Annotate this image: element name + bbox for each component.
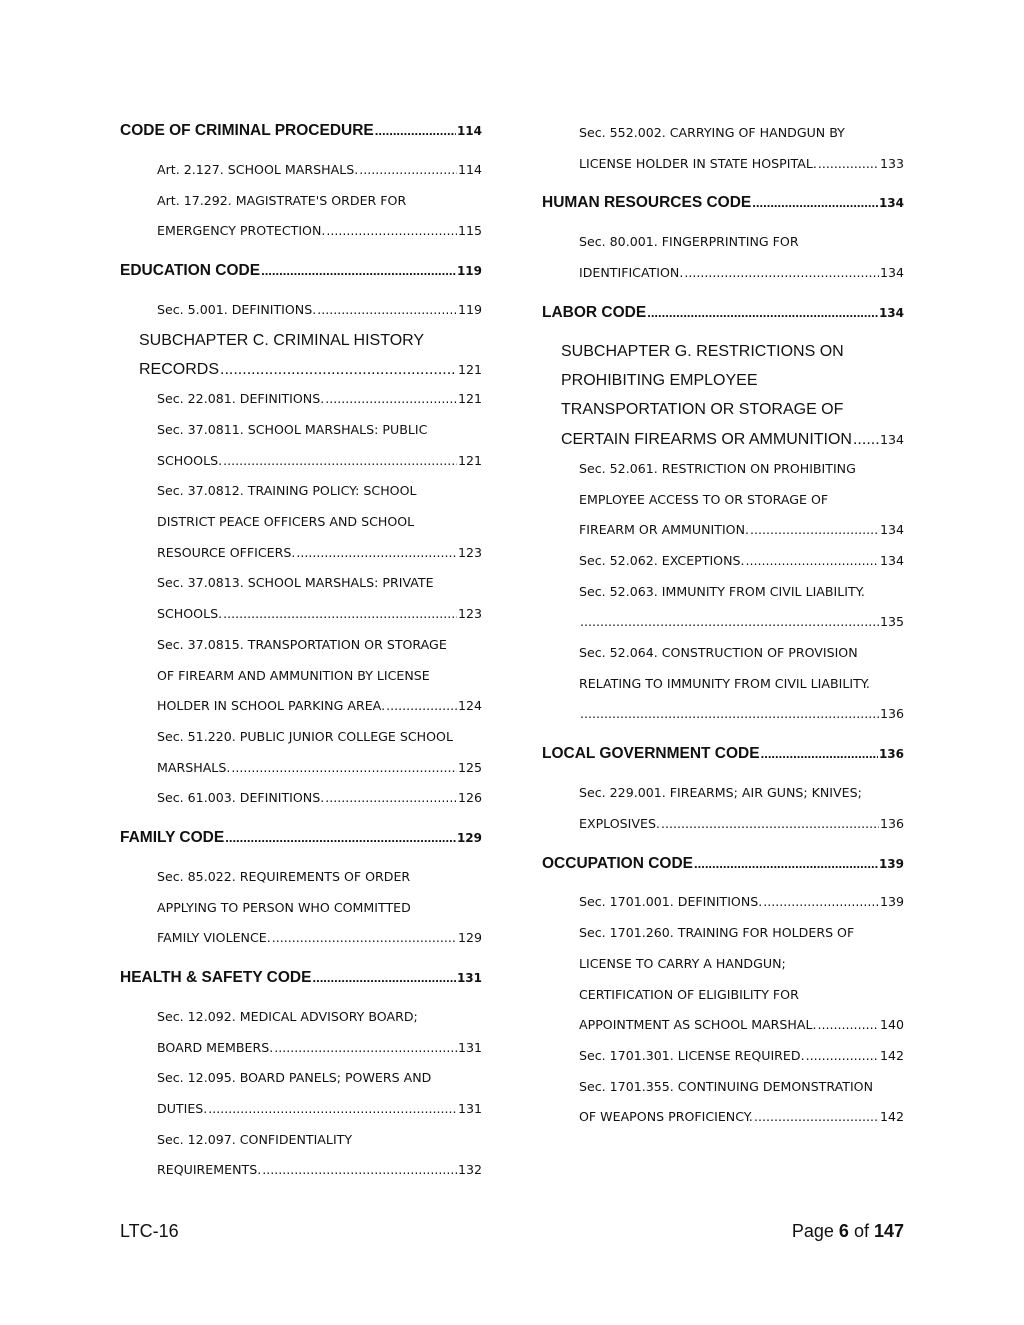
code-title: LOCAL GOVERNMENT CODE xyxy=(542,745,760,763)
page-ref: 121 xyxy=(457,391,482,407)
entry-text: Sec. 1701.355. CONTINUING DEMONSTRATION xyxy=(579,1078,873,1094)
page-ref: 131 xyxy=(456,971,482,986)
toc-line xyxy=(561,395,904,424)
dot-leader xyxy=(223,446,457,477)
toc-line xyxy=(579,546,904,577)
dot-leader xyxy=(325,783,457,814)
page-ref: 119 xyxy=(457,302,482,318)
entry-text: EMERGENCY PROTECTION. xyxy=(157,223,326,239)
dot-leader xyxy=(750,515,879,546)
entry-text: Sec. 52.061. RESTRICTION ON PROHIBITING xyxy=(579,460,856,476)
dot-leader xyxy=(208,1094,457,1125)
toc-line xyxy=(579,258,904,289)
toc-subchapter[interactable] xyxy=(120,326,482,385)
toc-entry[interactable] xyxy=(542,546,904,577)
toc-line xyxy=(579,778,904,809)
entry-text: Sec. 12.097. CONFIDENTIALITY xyxy=(157,1131,353,1147)
entry-text: Sec. 37.0815. TRANSPORTATION OR STORAGE xyxy=(157,636,447,652)
page-ref: 134 xyxy=(878,305,904,320)
dot-leader xyxy=(684,258,879,289)
page-ref: 119 xyxy=(456,264,482,279)
toc-line xyxy=(579,809,904,840)
page-ref: 125 xyxy=(457,759,482,775)
entry-text: CERTAIN FIREARMS OR AMMUNITION xyxy=(561,430,852,448)
toc-line xyxy=(579,118,904,149)
code-title: CODE OF CRIMINAL PROCEDURE xyxy=(120,122,374,139)
toc-line xyxy=(579,515,904,546)
dot-leader xyxy=(317,295,457,326)
entry-text: Sec. 1701.260. TRAINING FOR HOLDERS OF xyxy=(579,925,855,941)
toc-entry[interactable] xyxy=(120,1002,482,1063)
page-ref: 142 xyxy=(879,1109,904,1125)
page-ref: 135 xyxy=(879,614,904,630)
entry-text: FIREARM OR AMMUNITION. xyxy=(579,522,750,538)
entry-text: Sec. 5.001. DEFINITIONS. xyxy=(157,302,317,318)
dot-leader xyxy=(694,851,878,877)
page-ref: 136 xyxy=(879,815,904,831)
page-ref: 136 xyxy=(878,747,904,762)
toc-entry[interactable] xyxy=(542,778,904,839)
entry-text: SCHOOLS. xyxy=(157,452,223,468)
code-title: LABOR CODE xyxy=(542,303,647,321)
page-ref: 132 xyxy=(457,1162,482,1178)
toc-line xyxy=(579,149,904,180)
entry-text: Sec. 61.003. DEFINITIONS. xyxy=(157,790,325,806)
toc-line xyxy=(157,893,482,924)
entry-text: FAMILY VIOLENCE. xyxy=(157,930,271,946)
toc-line xyxy=(157,415,482,446)
toc-line xyxy=(579,1010,904,1041)
entry-text: Sec. 80.001. FINGERPRINTING FOR xyxy=(579,234,799,250)
toc-left-column xyxy=(120,118,482,1186)
entry-text: Sec. 22.081. DEFINITIONS. xyxy=(157,391,325,407)
page-ref: 124 xyxy=(457,698,482,714)
entry-text: EXPLOSIVES. xyxy=(579,815,660,831)
code-title: EDUCATION CODE xyxy=(120,262,261,280)
entry-text: APPOINTMENT AS SCHOOL MARSHAL. xyxy=(579,1017,817,1033)
entry-text: Sec. 1701.301. LICENSE REQUIRED. xyxy=(579,1047,805,1063)
toc-entry[interactable] xyxy=(120,155,482,186)
entry-text: Sec. 51.220. PUBLIC JUNIOR COLLEGE SCHOOL xyxy=(157,728,453,744)
toc-line xyxy=(157,630,482,661)
entry-text: Art. 17.292. MAGISTRATE'S ORDER FOR xyxy=(157,192,407,208)
toc-entry[interactable] xyxy=(542,118,904,179)
toc-line xyxy=(157,1094,482,1125)
toc-line xyxy=(579,638,904,669)
dot-leader xyxy=(763,888,879,919)
toc-line xyxy=(157,1063,482,1094)
dot-leader xyxy=(262,1155,457,1186)
toc-entry[interactable] xyxy=(542,454,904,546)
toc-line xyxy=(579,485,904,516)
toc-line xyxy=(579,949,904,980)
entry-text: TRANSPORTATION OR STORAGE OF xyxy=(561,401,844,419)
entry-text: Sec. 52.063. IMMUNITY FROM CIVIL LIABILITY. xyxy=(579,583,865,599)
page-ref: 133 xyxy=(879,155,904,171)
page-ref: 115 xyxy=(457,223,482,239)
page-ref: 121 xyxy=(457,452,482,468)
entry-text: PROHIBITING EMPLOYEE xyxy=(561,372,758,390)
page-ref: 121 xyxy=(457,362,482,378)
toc-line xyxy=(157,661,482,692)
toc-line xyxy=(561,366,904,395)
entry-text: OF WEAPONS PROFICIENCY. xyxy=(579,1109,753,1125)
page-ref: 114 xyxy=(456,124,482,138)
entry-text: Sec. 552.002. CARRYING OF HANDGUN BY xyxy=(579,124,845,140)
entry-text: MARSHALS. xyxy=(157,759,231,775)
dot-leader xyxy=(752,190,878,216)
page-ref: 134 xyxy=(879,431,904,447)
toc-entry[interactable] xyxy=(542,888,904,919)
toc-line xyxy=(157,599,482,630)
entry-text: EMPLOYEE ACCESS TO OR STORAGE OF xyxy=(579,491,829,507)
toc-line xyxy=(157,722,482,753)
toc-code-heading[interactable] xyxy=(120,965,482,991)
toc-entry[interactable] xyxy=(542,918,904,1041)
dot-leader xyxy=(225,825,456,851)
toc-code-heading[interactable] xyxy=(542,300,904,326)
toc-entry[interactable] xyxy=(120,862,482,954)
entry-text: Sec. 52.062. EXCEPTIONS. xyxy=(579,552,745,568)
toc-right-column xyxy=(542,118,904,1133)
entry-text: Sec. 229.001. FIREARMS; AIR GUNS; KNIVES; xyxy=(579,785,862,801)
toc-code-heading[interactable] xyxy=(542,741,904,767)
toc-line xyxy=(579,980,904,1011)
toc-line xyxy=(157,1125,482,1156)
code-title: HEALTH & SAFETY CODE xyxy=(120,969,312,987)
entry-text: LICENSE HOLDER IN STATE HOSPITAL. xyxy=(579,155,817,171)
dot-leader xyxy=(359,155,457,186)
entry-text: DUTIES. xyxy=(157,1101,208,1117)
page-ref: 134 xyxy=(879,265,904,281)
dot-leader xyxy=(272,923,457,954)
dot-leader xyxy=(818,149,879,180)
dot-leader xyxy=(761,741,878,767)
toc-subchapter[interactable] xyxy=(542,337,904,454)
toc-line xyxy=(579,1072,904,1103)
page-ref: 123 xyxy=(457,544,482,560)
toc-entry[interactable] xyxy=(120,295,482,326)
entry-text: Sec. 1701.001. DEFINITIONS. xyxy=(579,894,763,910)
toc-line xyxy=(157,691,482,722)
toc-line xyxy=(561,425,904,454)
code-title: HUMAN RESOURCES CODE xyxy=(542,194,752,212)
toc-line xyxy=(579,227,904,258)
toc-code-heading[interactable] xyxy=(542,190,904,216)
page-ref: 131 xyxy=(457,1101,482,1117)
page-ref: 134 xyxy=(879,552,904,568)
page-label: Page xyxy=(791,1221,839,1241)
dot-leader xyxy=(223,599,457,630)
page-ref: 114 xyxy=(457,161,482,177)
toc-line xyxy=(579,699,904,730)
toc-entry[interactable] xyxy=(120,415,482,476)
entry-text: Sec. 37.0813. SCHOOL MARSHALS: PRIVATE xyxy=(157,575,434,591)
toc-line xyxy=(157,783,482,814)
toc-entry[interactable] xyxy=(120,722,482,783)
dot-leader xyxy=(853,425,879,454)
toc-line xyxy=(561,337,904,366)
dot-leader xyxy=(375,118,456,144)
toc-line xyxy=(157,507,482,538)
toc-entry[interactable] xyxy=(542,227,904,288)
dot-leader xyxy=(326,216,457,247)
page-ref: 123 xyxy=(457,606,482,622)
entry-text: Sec. 12.092. MEDICAL ADVISORY BOARD; xyxy=(157,1009,418,1025)
page-ref: 142 xyxy=(879,1047,904,1063)
entry-text: Sec. 52.064. CONSTRUCTION OF PROVISION xyxy=(579,645,858,661)
toc-line xyxy=(139,326,482,355)
toc-line xyxy=(139,355,482,384)
toc-line xyxy=(157,186,482,217)
page-number xyxy=(792,1221,904,1242)
toc-line xyxy=(157,1155,482,1186)
toc-line xyxy=(157,538,482,569)
dot-leader xyxy=(274,1033,457,1064)
toc-line xyxy=(579,669,904,700)
dot-leader xyxy=(754,1102,879,1133)
page-ref: 129 xyxy=(457,930,482,946)
entry-text: LICENSE TO CARRY A HANDGUN; xyxy=(579,955,786,971)
page-ref: 134 xyxy=(879,522,904,538)
page-of: of xyxy=(848,1221,874,1241)
toc-code-heading[interactable] xyxy=(120,825,482,851)
dot-leader xyxy=(580,607,879,638)
toc-line xyxy=(579,607,904,638)
page-ref: 140 xyxy=(879,1017,904,1033)
code-title: FAMILY CODE xyxy=(120,828,225,846)
dot-leader xyxy=(580,699,879,730)
toc-line xyxy=(157,216,482,247)
entry-text: BOARD MEMBERS. xyxy=(157,1039,274,1055)
toc-line xyxy=(157,155,482,186)
toc-line xyxy=(579,1102,904,1133)
dot-leader xyxy=(818,1010,879,1041)
toc-line xyxy=(579,1041,904,1072)
entry-text: Sec. 37.0811. SCHOOL MARSHALS: PUBLIC xyxy=(157,422,428,438)
toc-code-heading[interactable] xyxy=(120,118,482,144)
entry-text: Sec. 12.095. BOARD PANELS; POWERS AND xyxy=(157,1070,432,1086)
toc-entry[interactable] xyxy=(120,568,482,629)
dot-leader xyxy=(806,1041,879,1072)
toc-line xyxy=(157,568,482,599)
entry-text: APPLYING TO PERSON WHO COMMITTED xyxy=(157,899,411,915)
toc-entry[interactable] xyxy=(120,783,482,814)
entry-text: OF FIREARM AND AMMUNITION BY LICENSE xyxy=(157,667,430,683)
page-ref: 136 xyxy=(879,706,904,722)
entry-text: Sec. 85.022. REQUIREMENTS OF ORDER xyxy=(157,868,411,884)
toc-entry[interactable] xyxy=(120,476,482,568)
toc-line xyxy=(157,1002,482,1033)
entry-text: RELATING TO IMMUNITY FROM CIVIL LIABILITY. xyxy=(579,675,870,691)
toc-entry[interactable] xyxy=(120,1125,482,1186)
toc-entry[interactable] xyxy=(542,638,904,730)
dot-leader xyxy=(661,809,879,840)
toc-line xyxy=(157,295,482,326)
toc-code-heading[interactable] xyxy=(542,851,904,877)
toc-line xyxy=(157,1033,482,1064)
toc-entry[interactable] xyxy=(542,1072,904,1133)
dot-leader xyxy=(386,691,457,722)
dot-leader xyxy=(220,355,457,384)
entry-text: RESOURCE OFFICERS. xyxy=(157,544,296,560)
page-ref: 129 xyxy=(456,830,482,845)
dot-leader xyxy=(261,258,456,284)
page-ref: 139 xyxy=(879,894,904,910)
toc-line xyxy=(579,454,904,485)
toc-entry[interactable] xyxy=(120,1063,482,1124)
toc-entry[interactable] xyxy=(542,1041,904,1072)
entry-text: Art. 2.127. SCHOOL MARSHALS. xyxy=(157,161,359,177)
dot-leader xyxy=(746,546,879,577)
toc-line xyxy=(157,476,482,507)
entry-text: IDENTIFICATION. xyxy=(579,265,684,281)
document-id: LTC-16 xyxy=(120,1221,179,1241)
toc-entry[interactable] xyxy=(120,186,482,247)
toc-line xyxy=(157,862,482,893)
page-ref: 131 xyxy=(457,1039,482,1055)
entry-text: REQUIREMENTS. xyxy=(157,1162,262,1178)
code-title: OCCUPATION CODE xyxy=(542,854,693,872)
dot-leader xyxy=(325,384,457,415)
entry-text: HOLDER IN SCHOOL PARKING AREA. xyxy=(157,698,386,714)
page-ref: 134 xyxy=(878,196,904,211)
entry-text: Sec. 37.0812. TRAINING POLICY: SCHOOL xyxy=(157,483,417,499)
toc-line xyxy=(579,918,904,949)
toc-line xyxy=(157,753,482,784)
page-ref: 139 xyxy=(878,856,904,871)
page-ref: 126 xyxy=(457,790,482,806)
dot-leader xyxy=(647,300,878,326)
toc-line xyxy=(157,923,482,954)
toc-line xyxy=(157,384,482,415)
dot-leader xyxy=(296,538,457,569)
entry-text: SUBCHAPTER G. RESTRICTIONS ON xyxy=(561,342,844,360)
entry-text: SUBCHAPTER C. CRIMINAL HISTORY xyxy=(139,331,425,349)
toc-code-heading[interactable] xyxy=(120,258,482,284)
entry-text: SCHOOLS. xyxy=(157,606,223,622)
toc-line xyxy=(579,577,904,608)
toc-line xyxy=(157,446,482,477)
dot-leader xyxy=(312,965,455,991)
page-total: 147 xyxy=(873,1221,904,1241)
dot-leader xyxy=(231,753,457,784)
page-current: 6 xyxy=(838,1221,849,1241)
toc-line xyxy=(579,888,904,919)
entry-text: DISTRICT PEACE OFFICERS AND SCHOOL xyxy=(157,514,415,530)
entry-text: CERTIFICATION OF ELIGIBILITY FOR xyxy=(579,986,799,1002)
toc-entry[interactable] xyxy=(542,577,904,638)
entry-text: RECORDS xyxy=(139,361,220,379)
toc-entry[interactable] xyxy=(120,630,482,722)
toc-entry[interactable] xyxy=(120,384,482,415)
